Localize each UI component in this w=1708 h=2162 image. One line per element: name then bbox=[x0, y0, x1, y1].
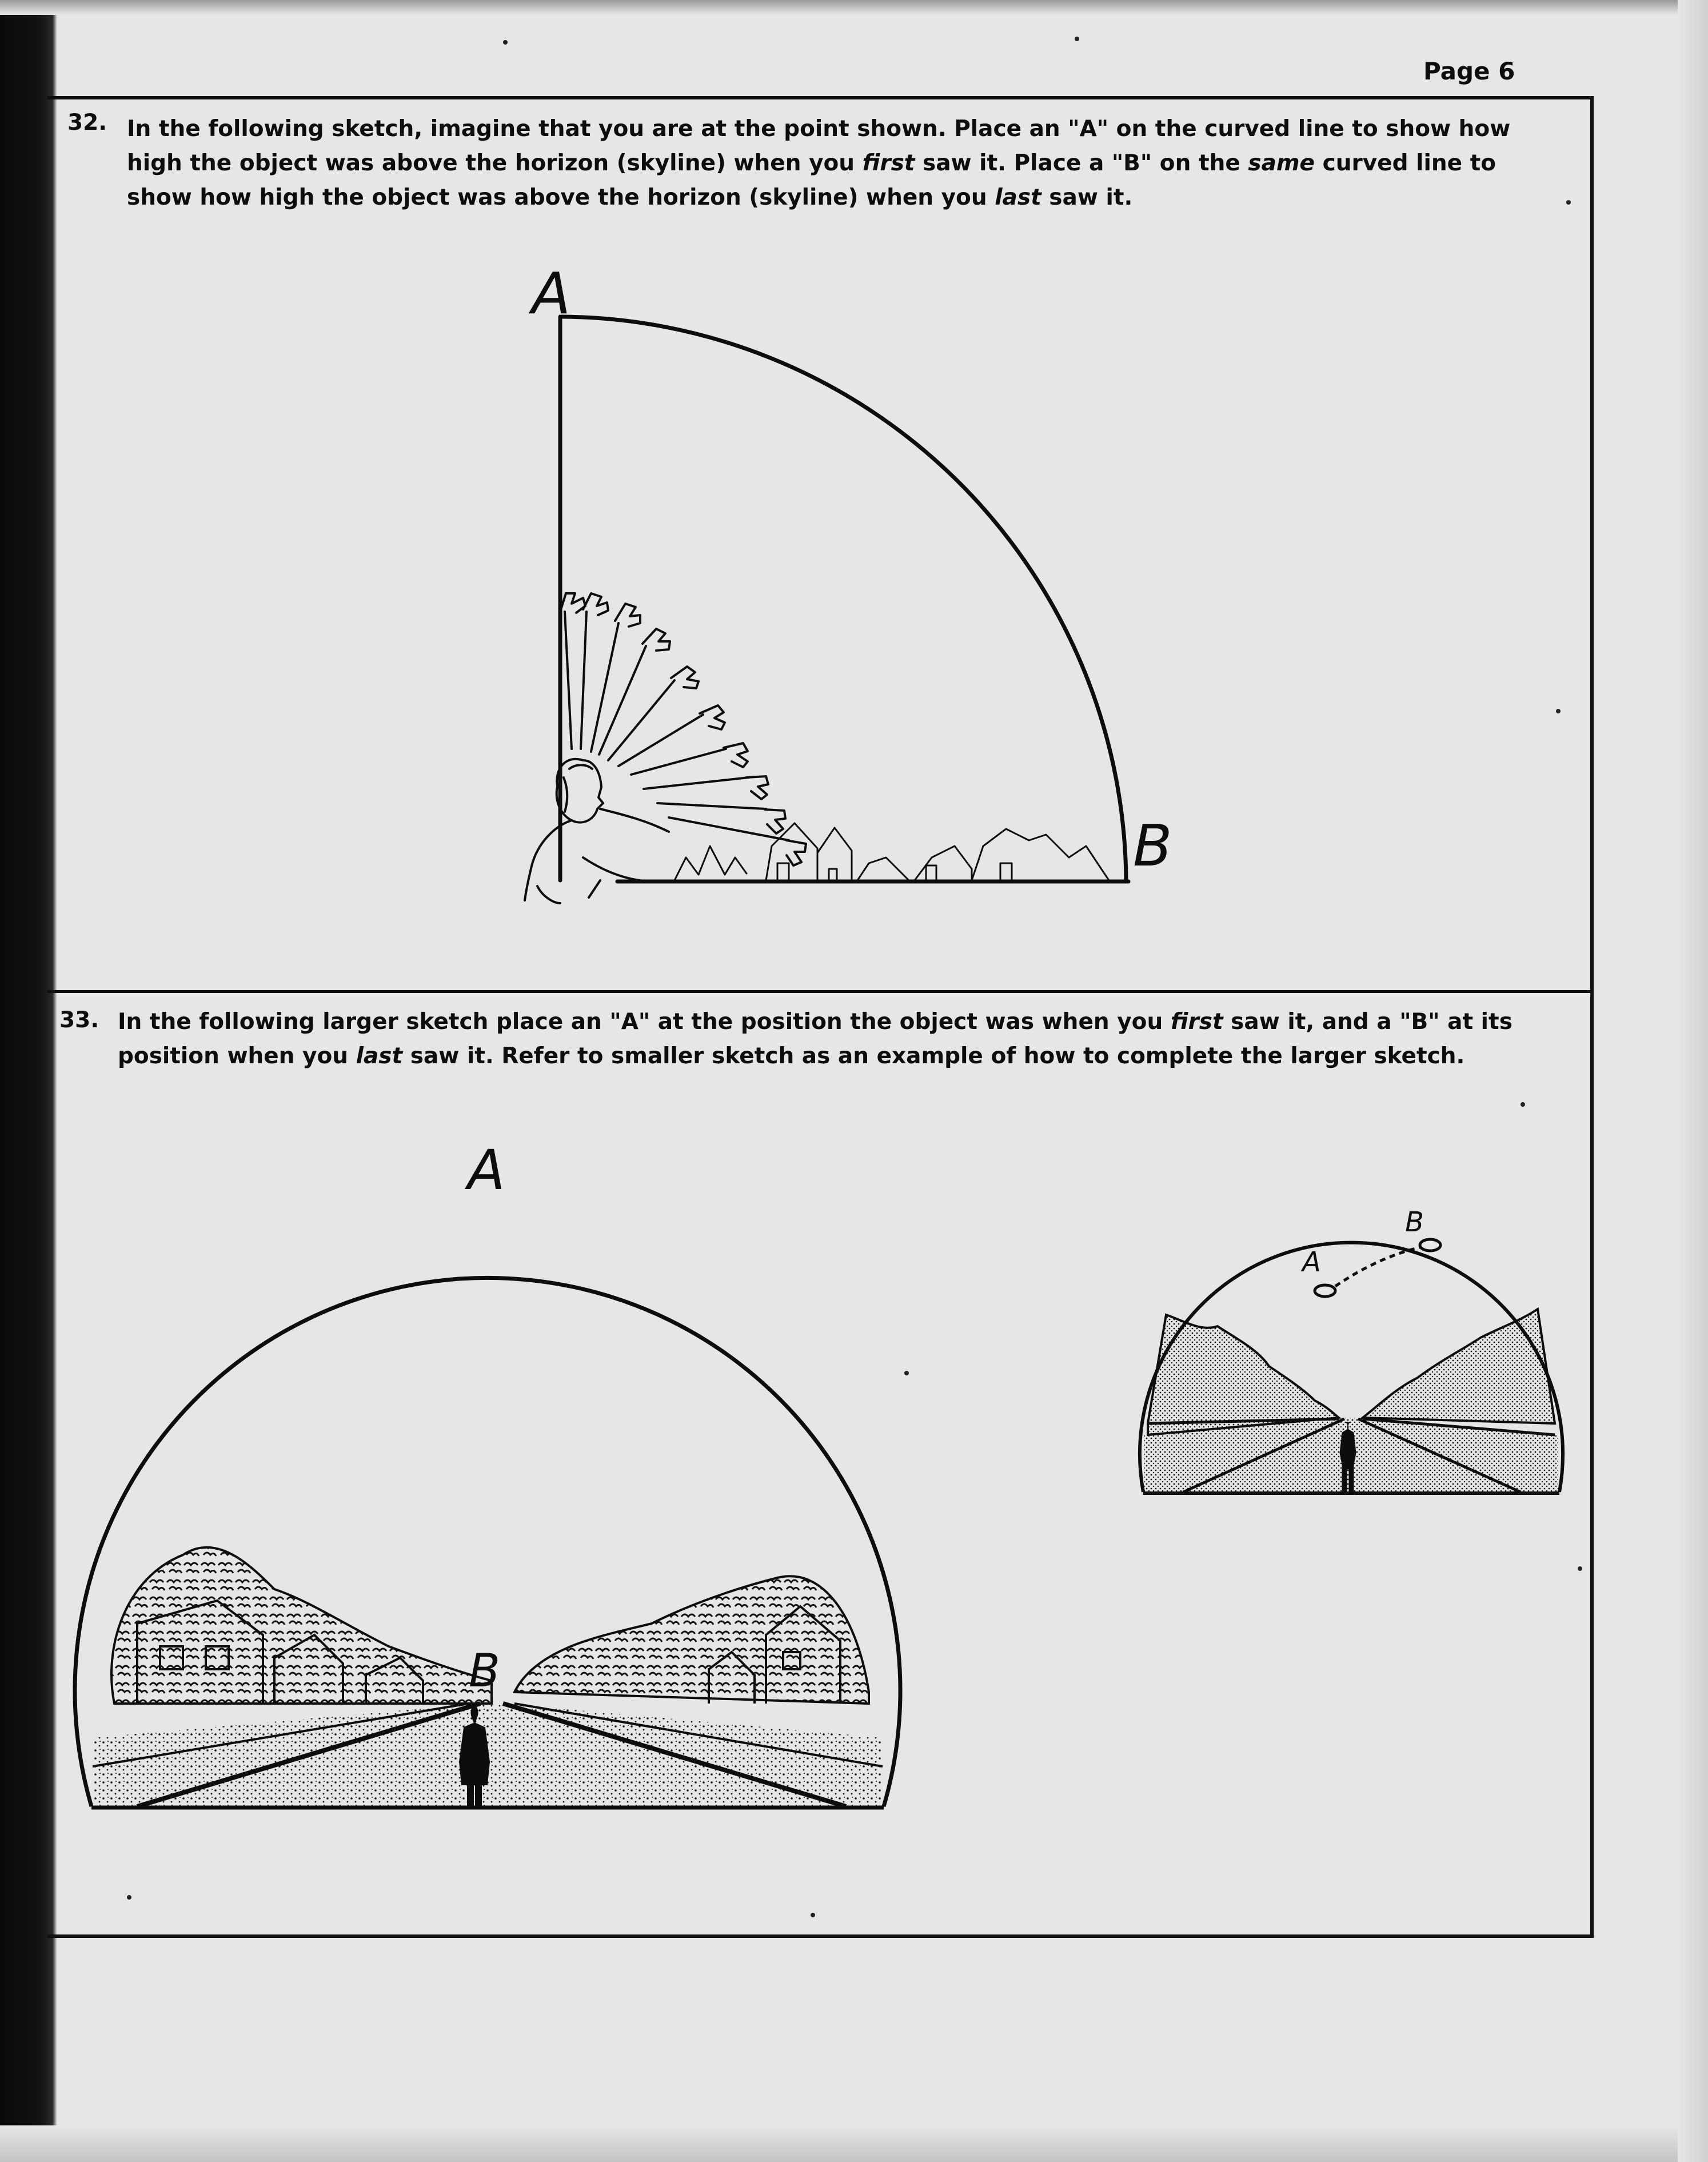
answer-label-b-33: B bbox=[469, 1644, 500, 1697]
scan-speck bbox=[811, 1913, 815, 1917]
frame-bottom-border bbox=[47, 1934, 1594, 1938]
emphasis: same bbox=[1248, 150, 1315, 176]
answer-label-a-33: A bbox=[468, 1138, 505, 1202]
scan-speck bbox=[904, 1371, 909, 1375]
question-33-number: 33. bbox=[59, 1007, 99, 1033]
text-run: saw it. Place a "B" on the bbox=[915, 150, 1248, 176]
emphasis: first bbox=[1170, 1009, 1223, 1035]
large-street-sketch bbox=[46, 1132, 937, 1818]
frame-right-border bbox=[1590, 96, 1594, 1938]
text-run: position when you bbox=[118, 1043, 356, 1069]
text-run: saw it. Refer to smaller sketch as an example of how to complete the larger sketch. bbox=[402, 1043, 1465, 1069]
page-number: Page 6 bbox=[1423, 57, 1515, 85]
frame-top-border bbox=[47, 96, 1594, 99]
question-33-text bbox=[118, 1005, 1570, 1074]
question-32-number: 32. bbox=[67, 110, 107, 135]
text-run: In the following larger sketch place an "A" at the position the object was when you bbox=[118, 1009, 1171, 1035]
example-object-first bbox=[1315, 1285, 1335, 1297]
emphasis: last bbox=[356, 1043, 403, 1069]
scan-speck bbox=[1566, 200, 1571, 205]
example-label-b: B bbox=[1405, 1206, 1424, 1238]
section-divider bbox=[47, 990, 1594, 993]
example-path bbox=[1335, 1247, 1420, 1286]
question-32-line-1: In the following sketch, imagine that you are at the point shown. Place an "A" on the curved line to show how bbox=[127, 116, 1511, 142]
answer-label-b-32: B bbox=[1133, 812, 1172, 879]
question-32-line-2 bbox=[127, 146, 1545, 181]
question-32-line-3 bbox=[127, 181, 1545, 215]
example-right-foliage bbox=[1363, 1309, 1555, 1423]
right-trees bbox=[514, 1576, 869, 1704]
text-run: high the object was above the horizon (skyline) when you bbox=[127, 150, 863, 176]
text-run: saw it. bbox=[1041, 185, 1133, 210]
scan-speck bbox=[1556, 709, 1561, 713]
example-left-foliage bbox=[1148, 1315, 1339, 1435]
scan-right-shadow bbox=[1678, 0, 1708, 2162]
left-trees bbox=[111, 1547, 492, 1704]
emphasis: last bbox=[995, 185, 1041, 210]
scan-bottom-shadow bbox=[0, 2125, 1708, 2162]
quarter-arc-diagram bbox=[469, 246, 1172, 932]
emphasis: first bbox=[862, 150, 915, 176]
scan-speck bbox=[503, 40, 508, 45]
observer-figure bbox=[525, 759, 669, 903]
example-label-a: A bbox=[1302, 1246, 1321, 1278]
answer-label-a-32: A bbox=[532, 260, 571, 327]
scan-speck bbox=[1521, 1102, 1525, 1107]
scan-top-shadow bbox=[0, 0, 1708, 15]
question-33-line-1 bbox=[118, 1005, 1570, 1039]
example-object-last bbox=[1420, 1239, 1440, 1251]
elevation-arc[interactable] bbox=[561, 317, 1126, 880]
scan-speck bbox=[1578, 1566, 1582, 1571]
pointing-arms bbox=[560, 593, 806, 865]
scan-speck bbox=[127, 1895, 131, 1900]
scan-speck bbox=[1075, 37, 1079, 41]
question-33-line-2 bbox=[118, 1039, 1570, 1074]
question-32-text bbox=[127, 112, 1545, 215]
text-run: show how high the object was above the horizon (skyline) when you bbox=[127, 185, 995, 210]
text-run: curved line to bbox=[1315, 150, 1497, 176]
text-run: saw it, and a "B" at its bbox=[1223, 1009, 1513, 1035]
small-example-sketch bbox=[1132, 1195, 1578, 1515]
scan-dark-edge bbox=[0, 0, 57, 2162]
